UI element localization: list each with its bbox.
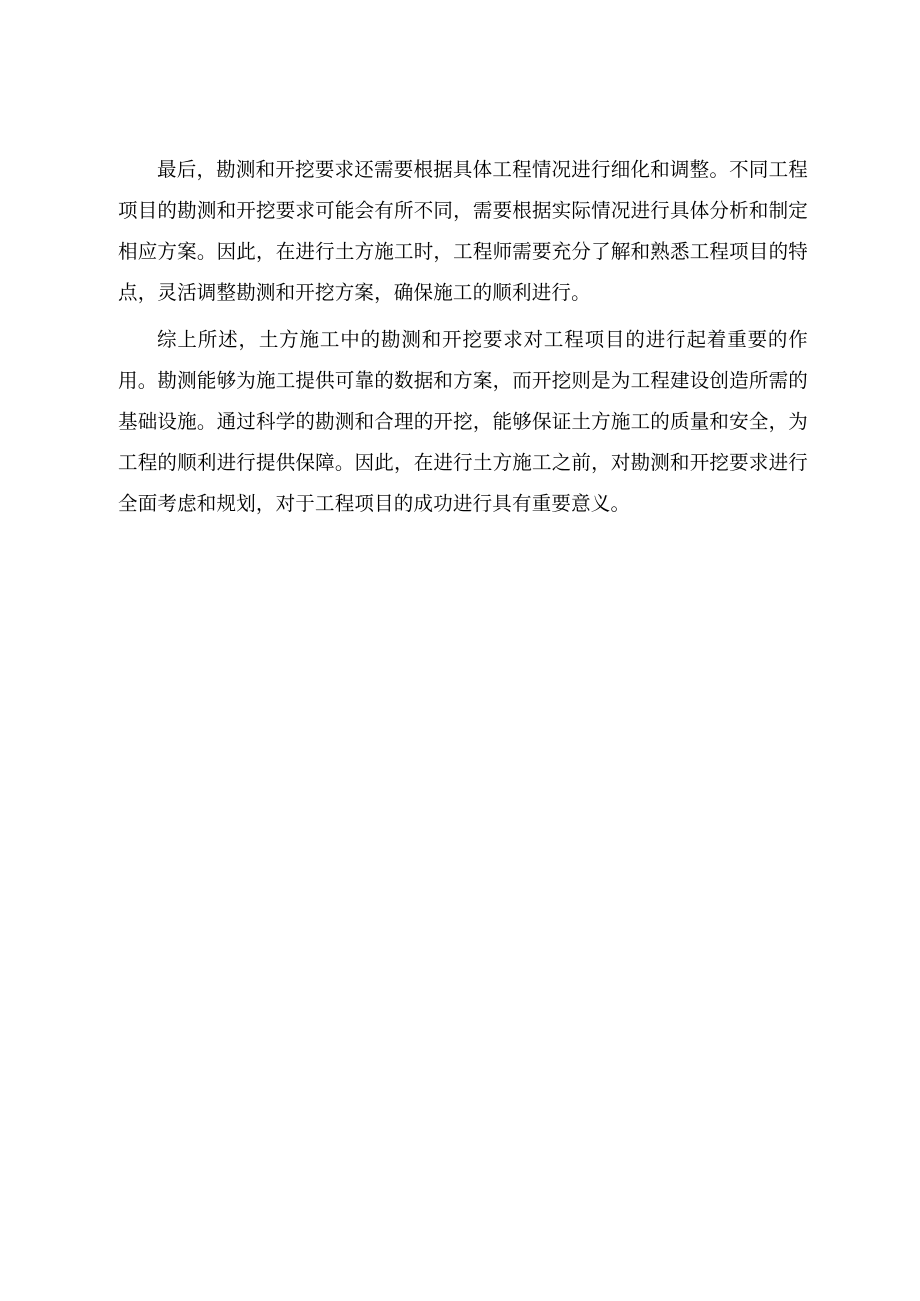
paragraph-1: 最后，勘测和开挖要求还需要根据具体工程情况进行细化和调整。不同工程项目的勘测和开挖要求可能会有所不同，需要根据实际情况进行具体分析和制定相应方案。因此，在进行土方施工时，工程师需要充分了解和熟悉工程项目的特点，灵活调整勘测和开挖方案，确保施工的顺利进行。 — [118, 160, 808, 304]
paragraph-2: 综上所述，土方施工中的勘测和开挖要求对工程项目的进行起着重要的作用。勘测能够为施工提供可靠的数据和方案，而开挖则是为工程建设创造所需的基础设施。通过科学的勘测和合理的开挖，能够保证土方施工的质量和安全，为工程的顺利进行提供保障。因此，在进行土方施工之前，对勘测和开挖要求进行全面考虑和规划，对于工程项目的成功进行具有重要意义。 — [118, 330, 808, 515]
document-body — [118, 150, 808, 525]
